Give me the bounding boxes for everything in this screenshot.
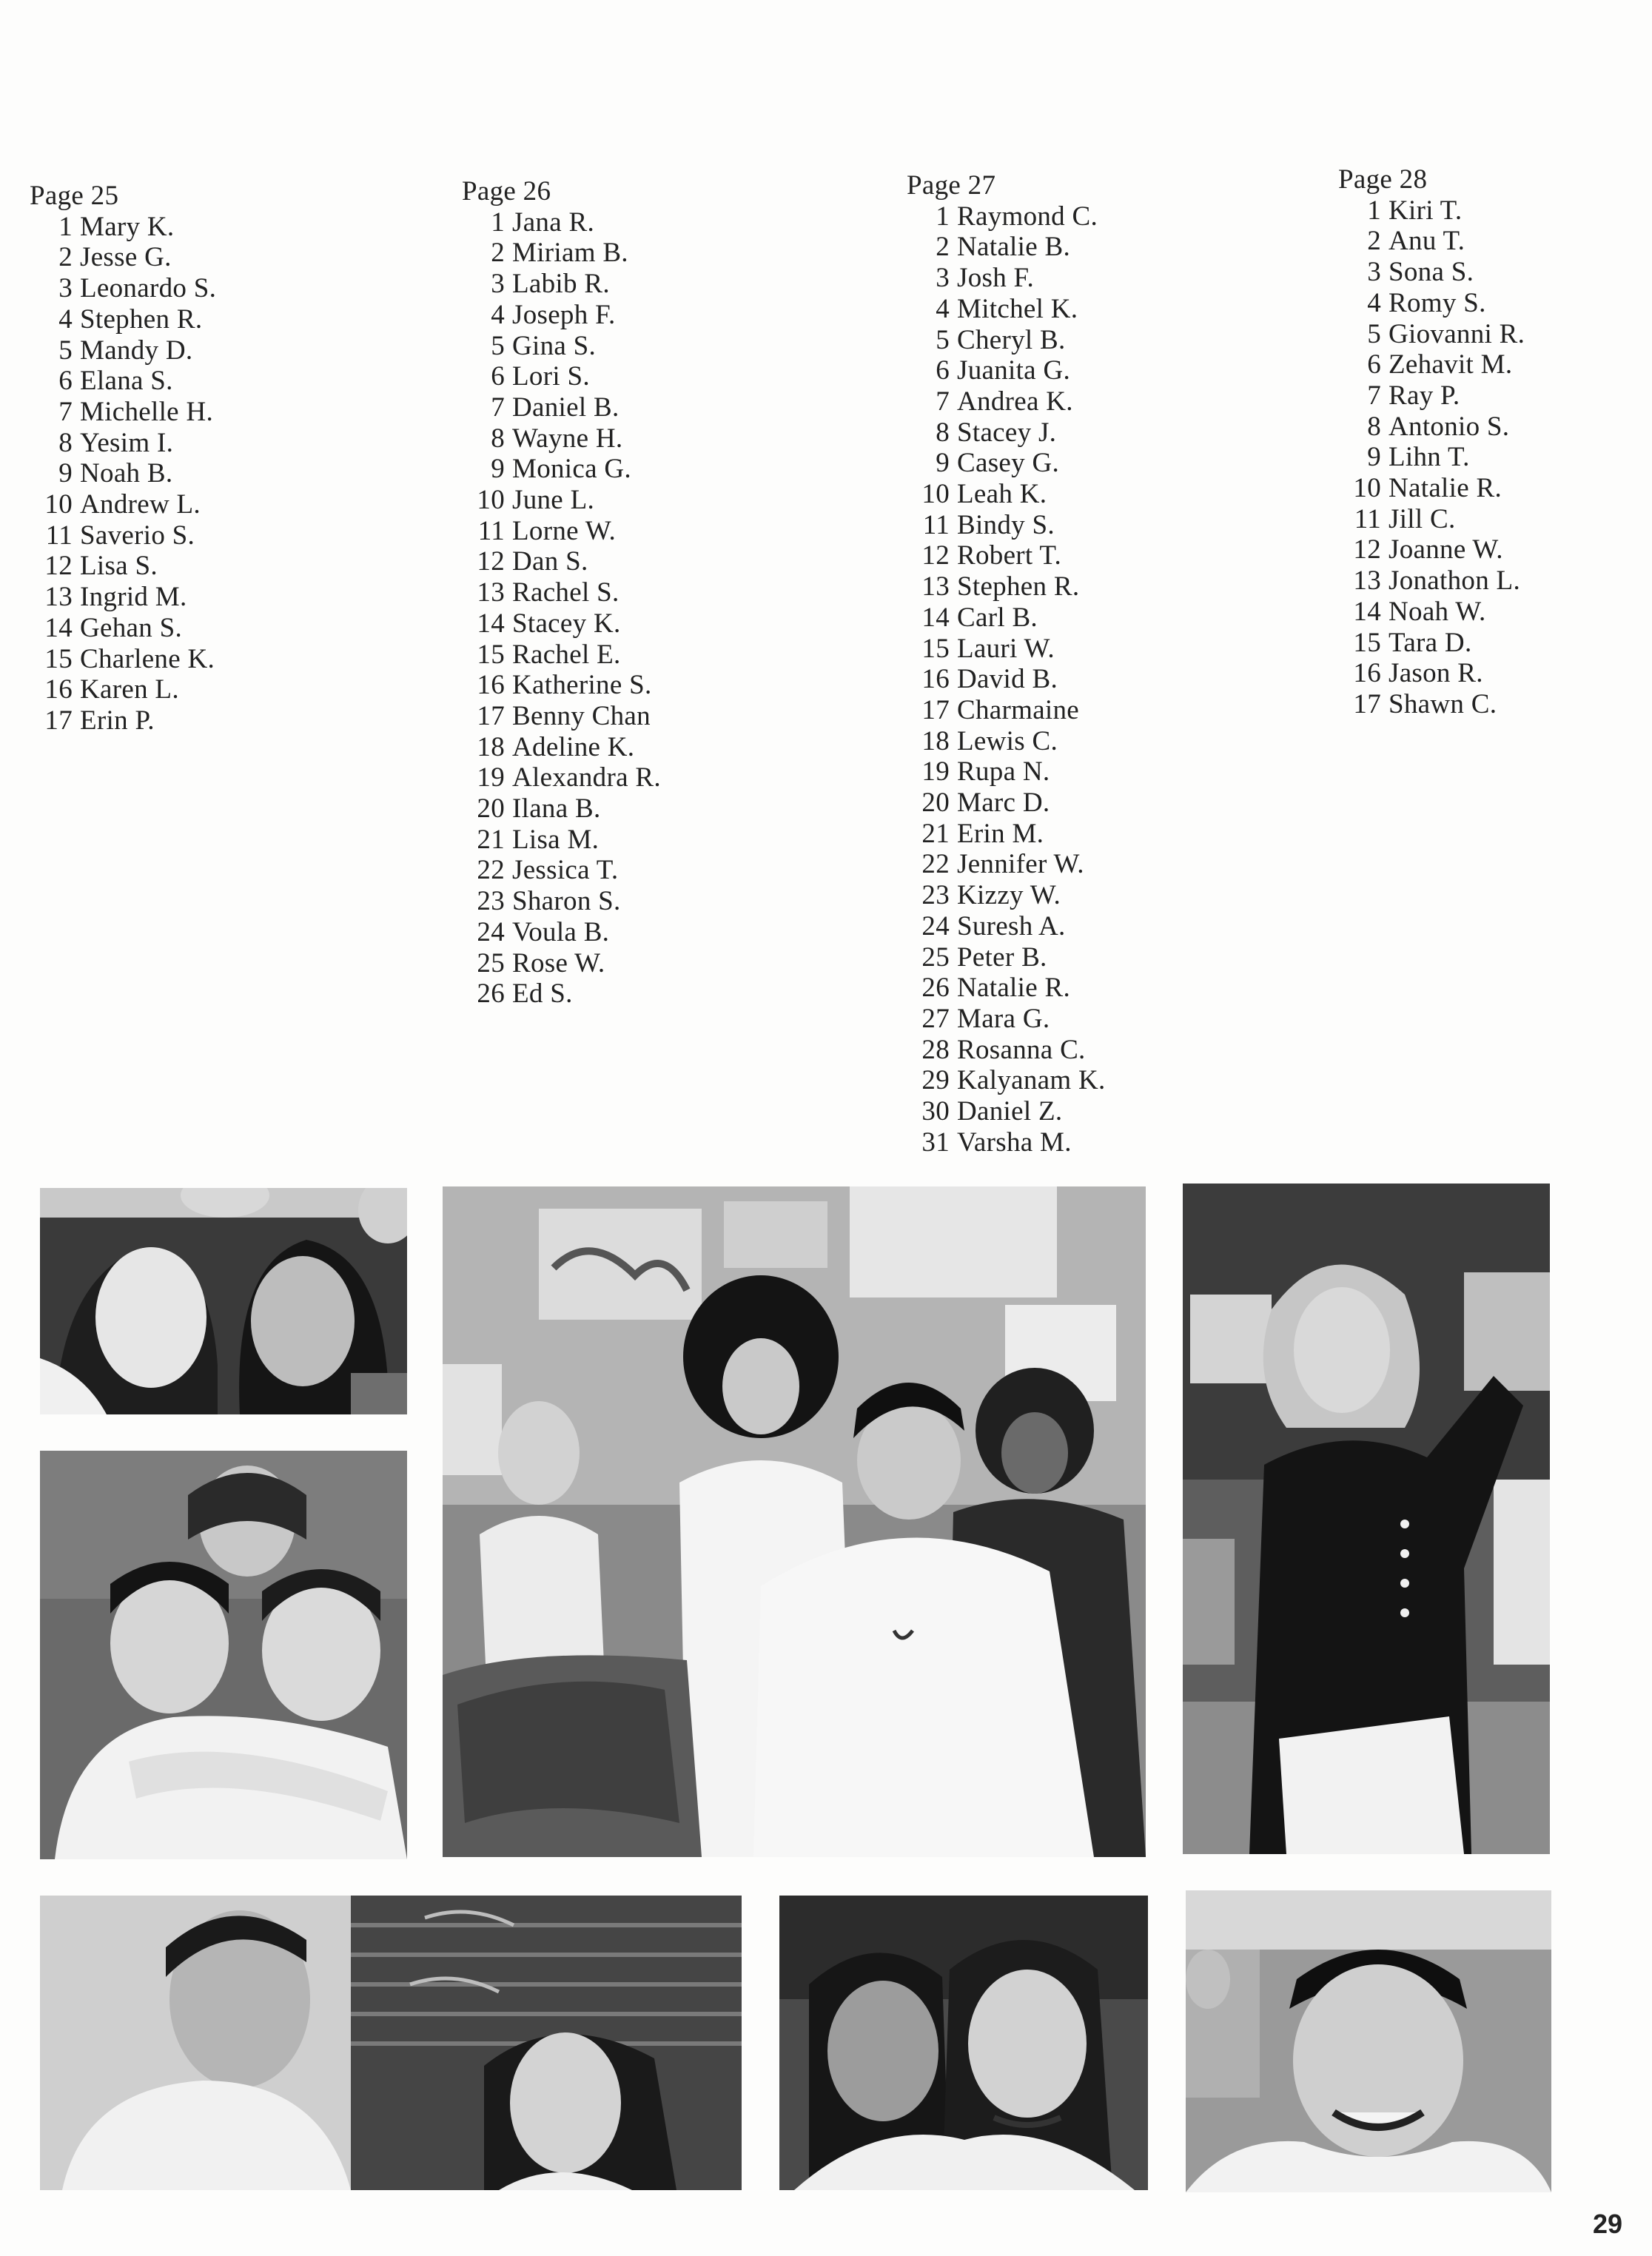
item-number: 29 (921, 1065, 950, 1096)
column-heading: Page 28 (1338, 164, 1428, 195)
student-name: Gina S. (512, 330, 597, 361)
item-number: 28 (921, 1034, 950, 1065)
student-name: Josh F. (957, 263, 1035, 294)
student-name: Stephen R. (80, 303, 203, 335)
student-name: Jessica T. (512, 855, 619, 886)
list-item (1338, 257, 1525, 288)
list-item (907, 540, 1106, 571)
item-number: 12 (477, 546, 505, 577)
list-item (30, 366, 216, 397)
student-name: Charmaine (957, 694, 1080, 725)
item-number: 7 (1367, 380, 1381, 411)
list-item (30, 613, 216, 644)
item-number: 13 (44, 582, 73, 613)
list-item (907, 448, 1106, 479)
item-number: 4 (1367, 287, 1381, 318)
list-item (462, 392, 661, 423)
student-name: Dan S. (512, 546, 588, 577)
list-item (1338, 504, 1525, 535)
item-number: 8 (1367, 411, 1381, 442)
item-number: 3 (1367, 257, 1381, 288)
item-number: 13 (1353, 565, 1381, 597)
list-item (907, 819, 1106, 850)
photo-boy-smiling (1186, 1890, 1551, 2192)
item-number: 24 (921, 910, 950, 941)
item-number: 1 (491, 207, 505, 238)
item-number: 19 (477, 762, 505, 793)
student-name: Karen L. (80, 674, 179, 705)
student-name: Joseph F. (512, 299, 616, 330)
item-number: 1 (1367, 195, 1381, 226)
list-item (907, 325, 1106, 356)
student-name: Katherine S. (512, 670, 652, 701)
list-item (1338, 689, 1525, 720)
list-item (1338, 319, 1525, 350)
student-name: Marc D. (957, 788, 1050, 819)
list-item (907, 788, 1106, 819)
item-number: 15 (44, 643, 73, 674)
student-name: Lisa S. (80, 551, 158, 582)
item-number: 16 (44, 674, 73, 705)
list-item (462, 207, 661, 238)
student-name: Jonathon L. (1389, 565, 1521, 597)
item-number: 4 (936, 293, 950, 324)
student-name: Tara D. (1389, 627, 1472, 658)
list-item (907, 1065, 1106, 1096)
list-item (30, 458, 216, 489)
item-number: 23 (921, 880, 950, 911)
student-name: Gehan S. (80, 612, 183, 643)
item-number: 7 (58, 396, 73, 427)
student-name: Peter B. (957, 941, 1047, 973)
item-number: 21 (921, 818, 950, 849)
student-name: Yesim I. (80, 427, 174, 458)
list-item (30, 212, 216, 243)
list-item (462, 701, 661, 732)
list-item (1338, 195, 1525, 226)
item-number: 5 (58, 335, 73, 366)
student-name: Mara G. (957, 1003, 1050, 1034)
student-name: Jill C. (1389, 503, 1456, 534)
student-name: Antonio S. (1389, 411, 1510, 442)
student-name: Stacey J. (957, 417, 1057, 448)
list-item (462, 577, 661, 608)
item-number: 18 (921, 725, 950, 756)
list-item (907, 1127, 1106, 1158)
page-number: 29 (1592, 2209, 1622, 2239)
item-number: 3 (491, 269, 505, 300)
list-item (907, 294, 1106, 325)
list-item (462, 423, 661, 454)
item-number: 16 (1353, 658, 1381, 689)
student-name: Charlene K. (80, 643, 215, 674)
list-item (907, 571, 1106, 602)
list-item (462, 331, 661, 362)
student-name: Noah W. (1389, 596, 1486, 627)
student-name: Natalie R. (957, 973, 1071, 1004)
item-number: 27 (921, 1003, 950, 1034)
list-item (907, 232, 1106, 263)
list-item (30, 304, 216, 335)
item-number: 1 (936, 201, 950, 232)
item-number: 2 (1367, 226, 1381, 257)
item-number: 14 (1353, 596, 1381, 627)
list-item (30, 644, 216, 675)
student-name: Leah K. (957, 479, 1047, 510)
item-number: 12 (44, 551, 73, 582)
student-name: David B. (957, 664, 1058, 695)
item-number: 12 (921, 540, 950, 571)
item-number: 8 (936, 417, 950, 448)
item-number: 2 (936, 232, 950, 263)
list-item (1338, 412, 1525, 443)
student-name: Alexandra R. (512, 762, 661, 793)
item-number: 14 (477, 608, 505, 639)
photo-boy-and-girl-chalkboard (40, 1896, 742, 2190)
list-item (907, 1035, 1106, 1066)
item-number: 26 (921, 973, 950, 1004)
item-number: 5 (1367, 318, 1381, 349)
student-name: Leonardo S. (80, 273, 217, 304)
column-heading: Page 25 (30, 181, 119, 211)
item-number: 5 (936, 324, 950, 355)
item-number: 10 (1353, 473, 1381, 504)
student-name: Ilana B. (512, 793, 601, 825)
student-name: June L. (512, 485, 595, 516)
student-name: Giovanni R. (1389, 318, 1525, 349)
student-name: Lauri W. (957, 633, 1055, 664)
list-item (1338, 349, 1525, 380)
student-name: Rose W. (512, 947, 605, 978)
student-name: Lorne W. (512, 515, 617, 546)
student-name: Mary K. (80, 211, 175, 242)
item-number: 21 (477, 824, 505, 855)
list-item (907, 602, 1106, 634)
list-item (462, 639, 661, 671)
student-name: Erin M. (957, 818, 1044, 849)
photo-three-students-hugging (40, 1451, 407, 1859)
list-item (907, 942, 1106, 973)
student-name: Bindy S. (957, 509, 1055, 540)
student-name: Lori S. (512, 361, 590, 392)
student-name: Kiri T. (1389, 195, 1463, 226)
list-item (462, 361, 661, 392)
student-name: Saverio S. (80, 520, 195, 551)
item-number: 14 (921, 602, 950, 633)
list-item (907, 664, 1106, 695)
list-item (907, 479, 1106, 510)
list-item (462, 886, 661, 917)
student-name: Sona S. (1389, 257, 1474, 288)
item-number: 9 (936, 448, 950, 479)
name-column-page-25 (30, 181, 216, 736)
list-item (907, 880, 1106, 911)
student-name: Ray P. (1389, 380, 1460, 411)
student-name: Mitchel K. (957, 293, 1078, 324)
item-number: 30 (921, 1096, 950, 1127)
item-number: 9 (1367, 442, 1381, 473)
item-number: 22 (921, 849, 950, 880)
item-number: 7 (491, 392, 505, 423)
item-number: 2 (58, 242, 73, 273)
list-item (30, 397, 216, 428)
list-item (1338, 380, 1525, 412)
list-item (907, 417, 1106, 449)
list-item (30, 551, 216, 582)
item-number: 5 (491, 330, 505, 361)
item-number: 17 (1353, 688, 1381, 719)
list-item (462, 269, 661, 300)
column-heading: Page 26 (462, 176, 551, 207)
item-number: 17 (477, 700, 505, 731)
list-item (462, 793, 661, 825)
list-item (30, 582, 216, 613)
student-name: Mandy D. (80, 335, 193, 366)
student-name: Sharon S. (512, 886, 621, 917)
list-item (907, 1004, 1106, 1035)
list-item (907, 510, 1106, 541)
list-item (1338, 658, 1525, 689)
item-number: 31 (921, 1127, 950, 1158)
list-item (462, 608, 661, 639)
item-number: 18 (477, 731, 505, 762)
name-list (462, 207, 661, 1010)
item-number: 10 (921, 479, 950, 510)
item-number: 19 (921, 756, 950, 788)
list-item (30, 489, 216, 520)
item-number: 16 (921, 664, 950, 695)
list-item (1338, 628, 1525, 659)
item-number: 10 (477, 485, 505, 516)
item-number: 9 (58, 458, 73, 489)
name-list (1338, 195, 1525, 720)
student-name: Shawn C. (1389, 688, 1497, 719)
list-item (1338, 226, 1525, 257)
list-item (907, 263, 1106, 294)
item-number: 6 (1367, 349, 1381, 380)
student-name: Rachel S. (512, 577, 620, 608)
item-number: 15 (921, 633, 950, 664)
student-name: Andrew L. (80, 489, 201, 520)
list-item (462, 762, 661, 793)
name-list (30, 212, 216, 736)
list-item (462, 485, 661, 516)
student-name: Zehavit M. (1389, 349, 1513, 380)
list-item (1338, 288, 1525, 319)
item-number: 14 (44, 612, 73, 643)
list-item (462, 732, 661, 763)
item-number: 1 (58, 211, 73, 242)
list-item (907, 355, 1106, 386)
item-number: 6 (491, 361, 505, 392)
student-name: Romy S. (1389, 287, 1486, 318)
list-item (1338, 442, 1525, 473)
item-number: 17 (44, 705, 73, 736)
student-name: Anu T. (1389, 226, 1465, 257)
item-number: 24 (477, 916, 505, 947)
item-number: 6 (936, 355, 950, 386)
item-number: 11 (1354, 503, 1381, 534)
student-name: Joanne W. (1389, 534, 1503, 565)
student-name: Rachel E. (512, 639, 621, 670)
item-number: 13 (921, 571, 950, 602)
student-name: Juanita G. (957, 355, 1071, 386)
list-item (907, 911, 1106, 942)
student-name: Benny Chan (512, 700, 651, 731)
item-number: 16 (477, 670, 505, 701)
item-number: 20 (477, 793, 505, 825)
item-number: 20 (921, 788, 950, 819)
item-number: 25 (477, 947, 505, 978)
name-column-page-26 (462, 176, 661, 1010)
student-name: Labib R. (512, 269, 610, 300)
column-heading: Page 27 (907, 170, 996, 201)
student-name: Carl B. (957, 602, 1038, 633)
list-item (462, 855, 661, 886)
student-name: Suresh A. (957, 910, 1066, 941)
student-name: Adeline K. (512, 731, 635, 762)
student-name: Cheryl B. (957, 324, 1066, 355)
name-list (907, 201, 1106, 1158)
list-item (30, 335, 216, 366)
list-item (462, 238, 661, 269)
list-item (462, 546, 661, 577)
item-number: 2 (491, 238, 505, 269)
photo-two-girls-close (779, 1896, 1148, 2190)
student-name: Wayne H. (512, 423, 623, 454)
student-name: Stephen R. (957, 571, 1080, 602)
item-number: 3 (936, 263, 950, 294)
student-name: Rupa N. (957, 756, 1050, 788)
student-name: Raymond C. (957, 201, 1098, 232)
list-item (1338, 565, 1525, 597)
item-number: 25 (921, 941, 950, 973)
list-item (1338, 473, 1525, 504)
student-name: Kalyanam K. (957, 1065, 1106, 1096)
item-number: 17 (921, 694, 950, 725)
list-item (907, 695, 1106, 726)
item-number: 9 (491, 454, 505, 485)
student-name: Casey G. (957, 448, 1060, 479)
student-name: Voula B. (512, 916, 610, 947)
item-number: 7 (936, 386, 950, 417)
item-number: 23 (477, 886, 505, 917)
student-name: Miriam B. (512, 238, 628, 269)
item-number: 4 (58, 303, 73, 335)
list-item (30, 674, 216, 705)
item-number: 8 (491, 423, 505, 454)
item-number: 4 (491, 299, 505, 330)
item-number: 15 (477, 639, 505, 670)
student-name: Natalie B. (957, 232, 1071, 263)
student-name: Ingrid M. (80, 582, 187, 613)
student-name: Michelle H. (80, 396, 214, 427)
student-name: Jason R. (1389, 658, 1483, 689)
list-item (907, 634, 1106, 665)
student-name: Kizzy W. (957, 880, 1061, 911)
list-item (30, 705, 216, 736)
list-item (462, 948, 661, 979)
photo-group-classroom (443, 1186, 1146, 1857)
item-number: 11 (922, 509, 950, 540)
student-name: Noah B. (80, 458, 173, 489)
list-item (462, 300, 661, 331)
list-item (907, 756, 1106, 788)
student-name: Daniel B. (512, 392, 620, 423)
list-item (1338, 534, 1525, 565)
student-name: Jana R. (512, 207, 595, 238)
item-number: 11 (45, 520, 73, 551)
list-item (462, 454, 661, 485)
list-item (462, 516, 661, 547)
list-item (462, 978, 661, 1010)
item-number: 8 (58, 427, 73, 458)
item-number: 22 (477, 855, 505, 886)
list-item (462, 825, 661, 856)
list-item (907, 201, 1106, 232)
list-item (462, 917, 661, 948)
student-name: Monica G. (512, 454, 631, 485)
list-item (1338, 597, 1525, 628)
item-number: 11 (477, 515, 505, 546)
item-number: 15 (1353, 627, 1381, 658)
item-number: 6 (58, 366, 73, 397)
list-item (30, 242, 216, 273)
name-column-page-27 (907, 170, 1106, 1158)
student-name: Erin P. (80, 705, 155, 736)
student-name: Varsha M. (957, 1127, 1072, 1158)
student-name: Lewis C. (957, 725, 1058, 756)
list-item (907, 1096, 1106, 1127)
student-name: Andrea K. (957, 386, 1073, 417)
list-item (462, 670, 661, 701)
list-item (907, 386, 1106, 417)
student-name: Natalie R. (1389, 473, 1502, 504)
list-item (30, 428, 216, 459)
student-name: Rosanna C. (957, 1034, 1086, 1065)
item-number: 10 (44, 489, 73, 520)
student-name: Elana S. (80, 366, 173, 397)
list-item (30, 273, 216, 304)
photo-two-girls-smiling (40, 1188, 407, 1414)
list-item (30, 520, 216, 551)
photo-girl-curly-hair (1183, 1184, 1550, 1854)
name-column-page-28 (1338, 164, 1525, 720)
list-item (907, 973, 1106, 1004)
student-name: Daniel Z. (957, 1096, 1063, 1127)
student-name: Stacey K. (512, 608, 621, 639)
list-item (907, 726, 1106, 757)
item-number: 26 (477, 978, 505, 1010)
student-name: Lisa M. (512, 824, 600, 855)
student-name: Robert T. (957, 540, 1062, 571)
item-number: 13 (477, 577, 505, 608)
student-name: Jennifer W. (957, 849, 1084, 880)
item-number: 3 (58, 273, 73, 304)
item-number: 12 (1353, 534, 1381, 565)
list-item (907, 849, 1106, 880)
student-name: Jesse G. (80, 242, 172, 273)
student-name: Ed S. (512, 978, 573, 1010)
student-name: Lihn T. (1389, 442, 1470, 473)
